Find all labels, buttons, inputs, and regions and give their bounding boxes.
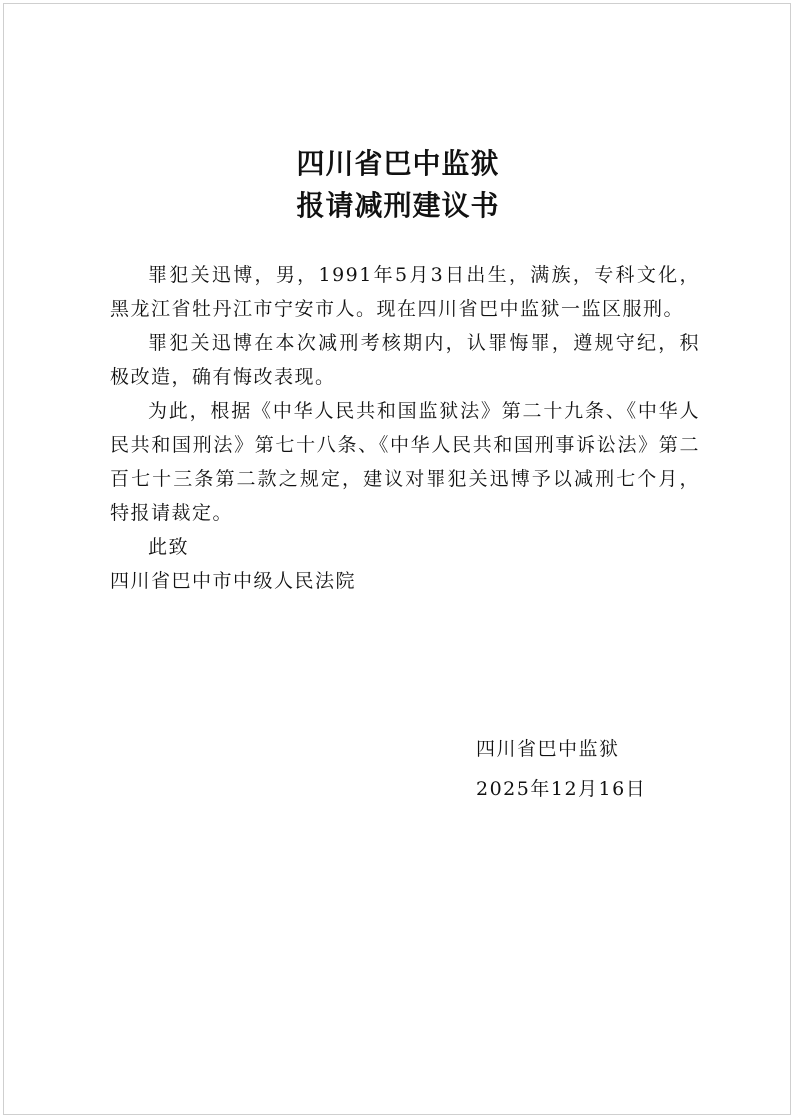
- document-title: [0, 143, 796, 227]
- title-line-1: 四川省巴中监狱: [296, 147, 500, 180]
- salutation: 此致: [148, 536, 190, 558]
- document-body: [110, 258, 700, 598]
- addressee: 四川省巴中市中级人民法院: [110, 570, 357, 592]
- title-line-2: 报请减刑建议书: [296, 189, 500, 222]
- signature-date: 2025年12月16日: [476, 778, 647, 800]
- paragraph-2: 罪犯关迅博在本次减刑考核期内，认罪悔罪，遵规守纪，积极改造，确有悔改表现。: [110, 332, 700, 388]
- paragraph-1: 罪犯关迅博，男，1991年5月3日出生，满族，专科文化，黑龙江省牡丹江市宁安市人。现在四川省巴中监狱一监区服刑。: [110, 264, 700, 320]
- signature-block: [476, 729, 646, 809]
- paragraph-3: 为此，根据《中华人民共和国监狱法》第二十九条、《中华人民共和国刑法》第七十八条、《中华人民共和国刑事诉讼法》第二百七十三条第二款之规定，建议对罪犯关迅博予以减刑七个月，特报请裁定。: [110, 400, 700, 524]
- signature-org: 四川省巴中监狱: [476, 738, 620, 760]
